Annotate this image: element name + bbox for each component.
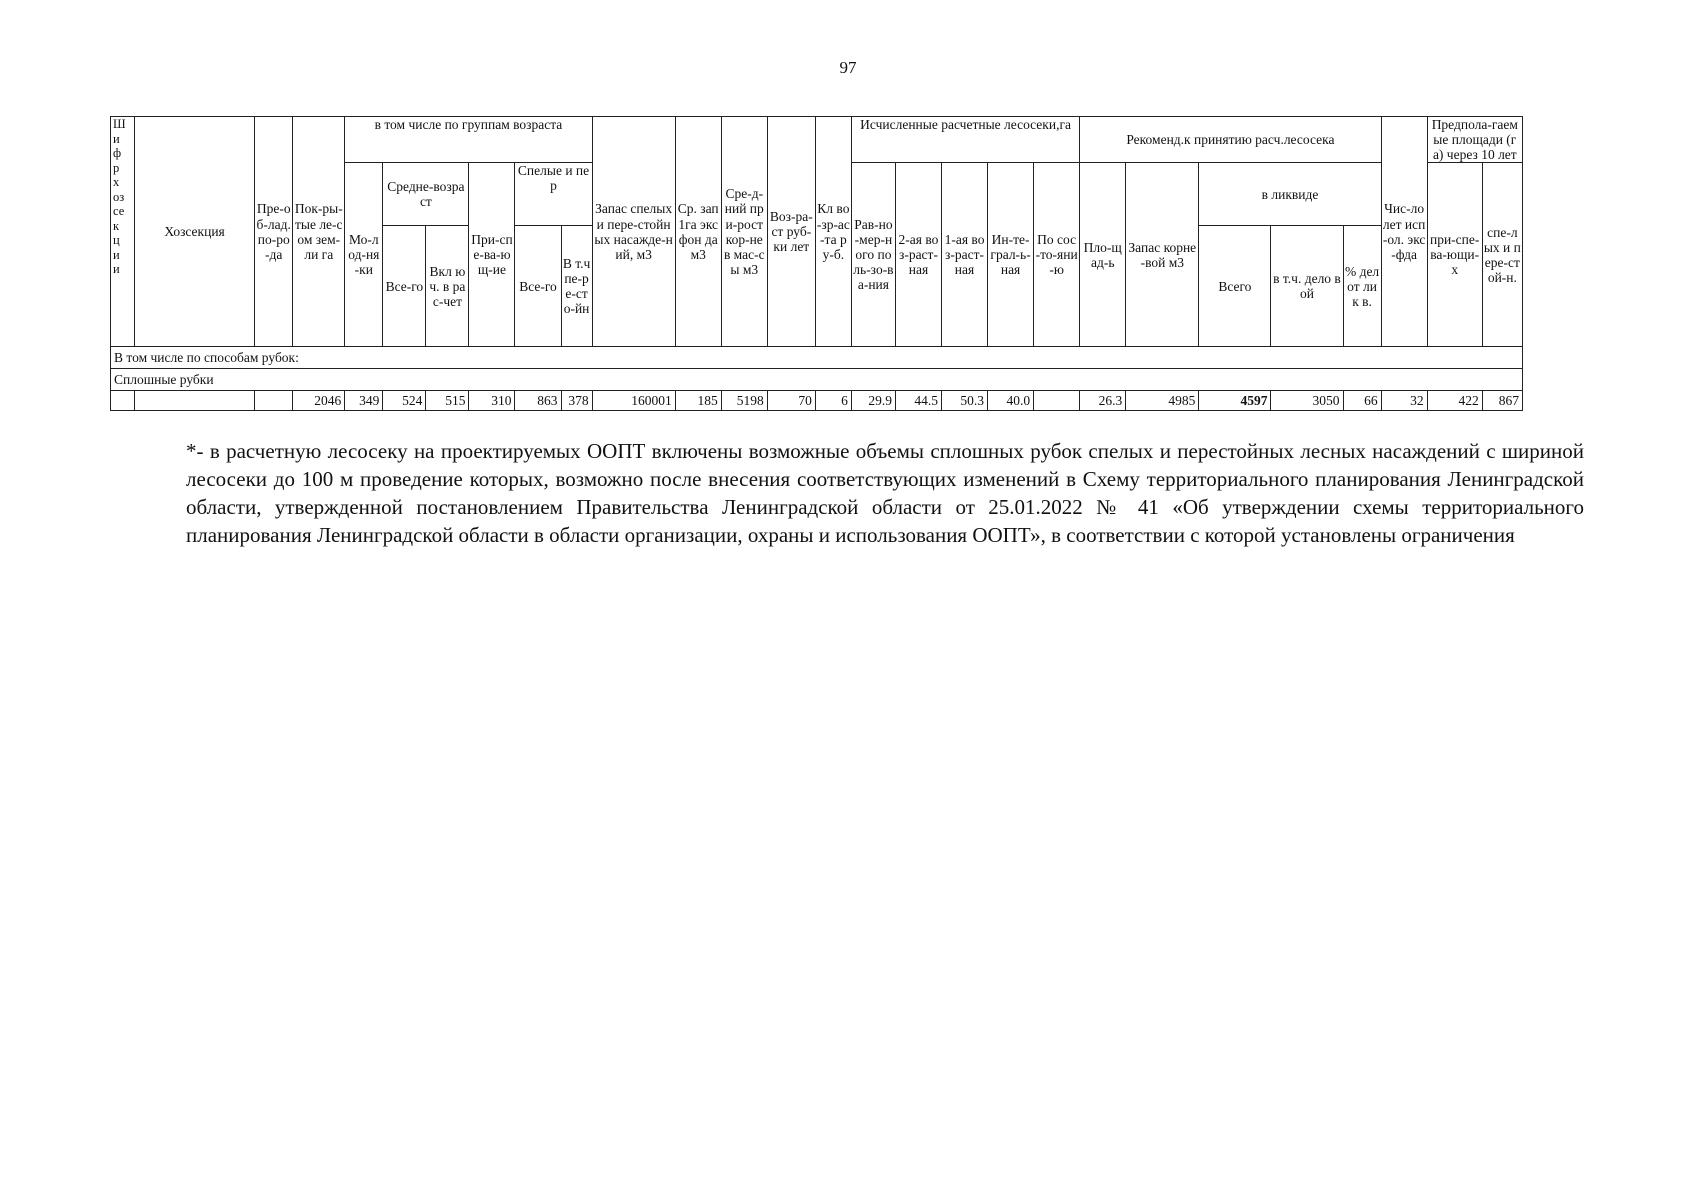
header-srednevozrast-vkl: Вкл юч. в рас-чет: [426, 226, 469, 347]
header-shifr-letter: Ш: [113, 117, 126, 131]
header-shifr-letter: х: [113, 175, 120, 189]
header-pervaya-vozrast: 1-ая воз-раст-ная: [942, 163, 988, 347]
header-hozsekciya: Хозсекция: [135, 117, 255, 347]
header-v-likvide: в ликвиде: [1199, 163, 1381, 226]
header-shifr-letter: и: [113, 131, 120, 146]
header-shifr: [111, 117, 135, 347]
table-cell: 524: [383, 391, 426, 411]
header-chislo-let: Чис-ло лет исп-ол. экс-фда: [1381, 117, 1427, 347]
table-cell: 310: [469, 391, 515, 411]
header-shifr-letters: [113, 117, 133, 277]
table-cell: 50.3: [942, 391, 988, 411]
header-po-sostoyaniyu: По сос-то-яни-ю: [1034, 163, 1080, 347]
header-ravnomernogo: Рав-но-мер-ного поль-зо-ва-ния: [851, 163, 895, 347]
header-rekomend: Рекоменд.к принятию расч.лесосека: [1080, 117, 1381, 163]
header-prispevayushchie: При-спе-ва-ющ-ие: [469, 163, 515, 347]
header-prispevayushchih: при-спе-ва-ющи-х: [1427, 163, 1482, 347]
data-row-clear-cut: [111, 391, 1523, 411]
table-cell: 4597: [1199, 391, 1271, 411]
table-cell: [111, 391, 135, 411]
table-cell: 4985: [1126, 391, 1199, 411]
table-cell: 66: [1343, 391, 1381, 411]
header-shifr-letter: оз: [113, 189, 125, 204]
table-cell: 160001: [592, 391, 675, 411]
forest-allowable-cut-table: [110, 116, 1523, 411]
page-number: 97: [839, 58, 857, 77]
table-cell: 44.5: [895, 391, 941, 411]
header-zapas-kornevoy: Запас корне-вой м3: [1126, 163, 1199, 347]
table-cell: 349: [345, 391, 383, 411]
header-sredniy-prirost: Сре-д-ний при-рост кор-нев мас-сы м3: [721, 117, 767, 347]
header-vozrast-rubki: Воз-ра-ст руб-ки лет: [767, 117, 815, 347]
header-shifr-letter: се: [113, 204, 125, 218]
header-zapas: Запас спелых и пере-стойных насажде-ний, м3: [592, 117, 675, 347]
header-spelye: Спелые и пер: [515, 163, 592, 226]
table-cell: 26.3: [1080, 391, 1126, 411]
header-shifr-letter: р: [113, 160, 120, 175]
table-cell: 5198: [721, 391, 767, 411]
table-cell: 515: [426, 391, 469, 411]
header-spelyh: спе-лых и пере-стой-н.: [1482, 163, 1522, 347]
table-cell: 6: [815, 391, 851, 411]
table-cell: 185: [675, 391, 721, 411]
header-shifr-letter: ц: [113, 233, 120, 247]
section-row-by-method: В том числе по способам рубок:: [111, 347, 1523, 369]
table-cell: 863: [515, 391, 561, 411]
table-cell: 3050: [1271, 391, 1343, 411]
header-shifr-letter: и: [113, 262, 120, 276]
header-integralnaya: Ин-те-грал-ь-ная: [988, 163, 1034, 347]
header-shifr-letter: и: [113, 247, 120, 262]
header-pct-delovoy: % дел от лик в.: [1343, 226, 1381, 347]
table-cell: [255, 391, 293, 411]
table-cell: 378: [561, 391, 592, 411]
header-shifr-letter: к: [113, 218, 120, 233]
header-vtoraya-vozrast: 2-ая воз-раст-ная: [895, 163, 941, 347]
header-ischislennye: Исчисленные расчетные лесосеки,га: [851, 117, 1079, 163]
section-row-clear-cut: Сплошные рубки: [111, 369, 1523, 391]
header-spelye-vtch: В т.ч пе-ре-сто-йн: [561, 226, 592, 347]
table-cell: [1034, 391, 1080, 411]
header-preobladayushchaya: Пре-об-лад. по-ро-да: [255, 117, 293, 347]
table-cell: 32: [1381, 391, 1427, 411]
table-cell: 40.0: [988, 391, 1034, 411]
header-sr-zap: Ср. зап 1га экс фон да м3: [675, 117, 721, 347]
header-age-groups: в том числе по группам возраста: [345, 117, 592, 163]
header-pokrytye: Пок-ры-тые ле-сом зем-ли га: [293, 117, 345, 347]
header-ploshchad: Пло-щад-ь: [1080, 163, 1126, 347]
table-cell: [135, 391, 255, 411]
header-vsego: Всего: [1199, 226, 1271, 347]
header-srednevozrast: Средне-возраст: [383, 163, 469, 226]
header-shifr-letter: ф: [113, 146, 122, 160]
header-spelye-vsego: Все-го: [515, 226, 561, 347]
header-v-tch-delovoy: в т.ч. дело вой: [1271, 226, 1343, 347]
table-cell: 867: [1482, 391, 1522, 411]
table-cell: 2046: [293, 391, 345, 411]
table-cell: 70: [767, 391, 815, 411]
table-cell: 29.9: [851, 391, 895, 411]
header-srednevozrast-vsego: Все-го: [383, 226, 426, 347]
header-kl-vozrasta: Кл во-зр-ас-та ру-б.: [815, 117, 851, 347]
footnote: *- в расчетную лесосеку на проектируемых ООПТ включены возможные объемы сплошных рубок спелых и перестойных лесных насаждений с шириной лесосеки до 100 м проведение которых, возможно после внесения соответствующих изменений в Схему территориального планирования Ленинградской области, утвержденной постановлением Правительства Ленинградской области от 25.01.2022 № 41 «Об утверждении схемы территориального планирования Ленинградской области в области организации, охраны и использования ООПТ», в соответствии с которой установлены ограничения: [186, 439, 1584, 547]
header-molodnyaki: Мо-лод-ня-ки: [345, 163, 383, 347]
table-cell: 422: [1427, 391, 1482, 411]
header-predpolagaemye: Предпола-гаемые площади (га) через 10 лет: [1427, 117, 1522, 163]
